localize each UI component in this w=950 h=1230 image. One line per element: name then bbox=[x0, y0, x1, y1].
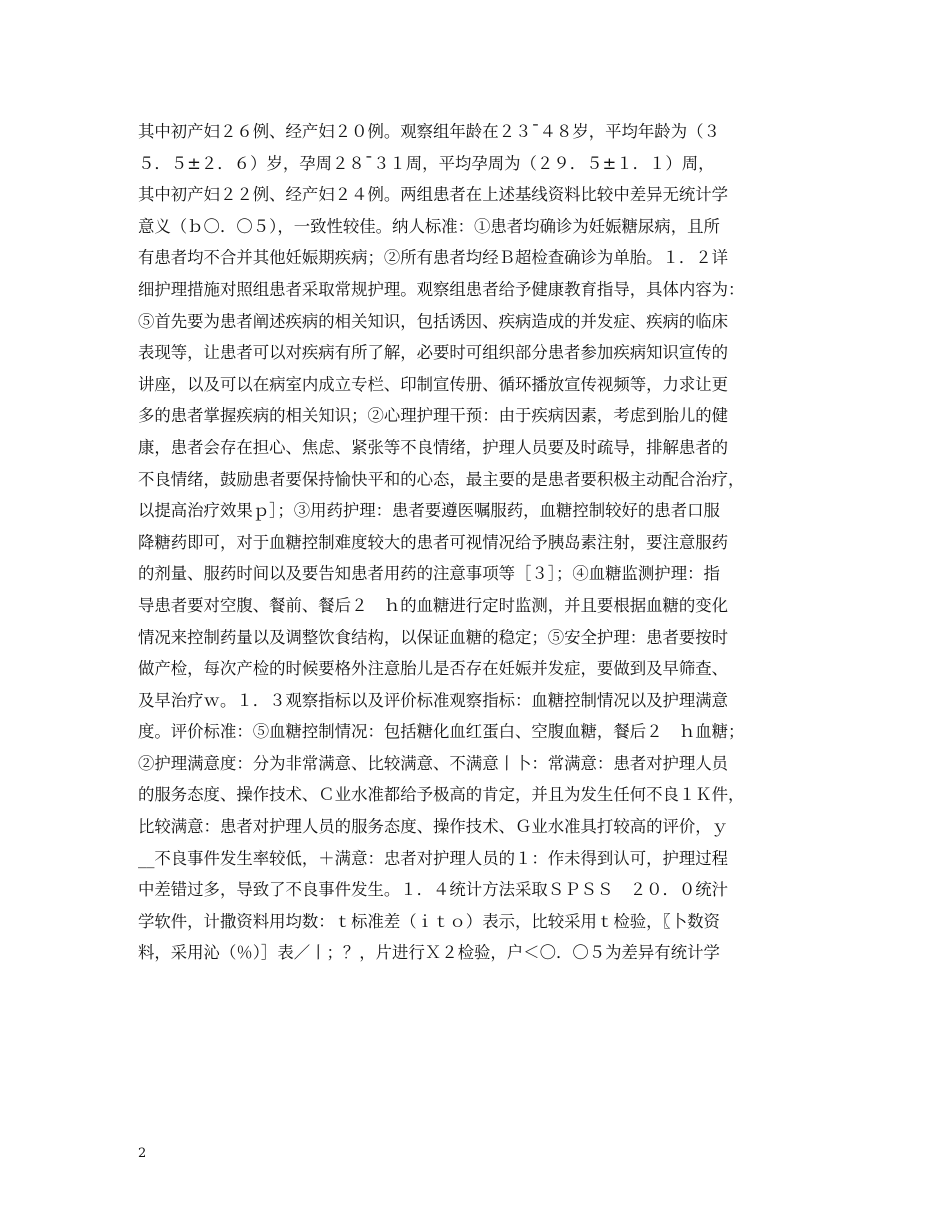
text-line: 比较满意：患者对护理人员的服务态度、操作技术、Ｇ业水准具打较高的评价，ｙ bbox=[138, 817, 729, 837]
text-line: 导患者要对空腹、餐前、餐后２ ｈ的血糖进行定时监测，并且要根据血糖的变化 bbox=[138, 595, 729, 615]
body-text bbox=[138, 116, 828, 969]
text-line: 的服务态度、操作技术、Ｃ业水准都给予极高的肯定，并且为发生任何不良１Ｋ件， bbox=[138, 785, 745, 805]
text-line: ⑤首先要为患者阐述疾病的相关知识，包括诱因、疾病造成的并发症、疾病的临床 bbox=[138, 311, 729, 331]
text-line: 学软件，计撒资料用均数：ｔ标准差（ｉｔｏ）表示，比较采用ｔ检验，〖卜数资 bbox=[138, 911, 720, 931]
text-line: 的剂量、服药时间以及要告知患者用药的注意事项等［３］；④血糖监测护理：指 bbox=[138, 564, 720, 584]
text-line: 意义（ｂ〇．〇５），一致性较佳。纳人标准：①患者均确诊为妊娠糖尿病，且所 bbox=[138, 216, 720, 236]
text-line: ②护理满意度：分为非常满意、比较满意、不满意丨卜：常满意：患者对护理人员 bbox=[138, 753, 729, 773]
page-number: 2 bbox=[138, 1146, 147, 1161]
text-line: 料，采用沁（％）］表／丨；？，片进行Ｘ２检验，户＜〇．〇５为差异有统计学 bbox=[138, 943, 720, 963]
text-line: 表现等，让患者可以对疾病有所了解，必要时可组织部分患者参加疾病知识宣传的 bbox=[138, 343, 729, 363]
text-line: 降糖药即可，对于血糖控制难度较大的患者可视情况给予胰岛素注射，要注意服药 bbox=[138, 532, 729, 552]
text-line: 情况来控制药量以及调整饮食结构，以保证血糖的稳定；⑤安全护理：患者要按时 bbox=[138, 627, 729, 647]
text-line: 其中初产妇２２例、经产妇２４例。两组患者在上述基线资料比较中差异无统计学 bbox=[138, 185, 729, 205]
text-line: 度。评价标准：⑤血糖控制情况：包括糖化血红蛋白、空腹血糖，餐后２ ｈ血糖； bbox=[138, 722, 745, 742]
text-line: 细护理措施对照组患者采取常规护理。观察组患者给予健康教育指导，具体内容为： bbox=[138, 279, 745, 299]
text-line: 做产检，每次产检的时候要格外注意胎儿是否存在妊娠并发症，要做到及早筛查、 bbox=[138, 659, 729, 679]
text-line: 有患者均不合并其他妊娠期疾病；②所有患者均经Ｂ超检查确诊为单胎。１．２详 bbox=[138, 248, 729, 268]
text-line: 不良情绪，鼓励患者要保持愉快平和的心态，最主要的是患者要积极主动配合治疗， bbox=[138, 469, 745, 489]
text-line: 以提高治疗效果ｐ］；③用药护理：患者要遵医嘱服药，血糖控制较好的患者口服 bbox=[138, 501, 720, 521]
text-line: 讲座，以及可以在病室内成立专栏、印制宣传册、循环播放宣传视频等，力求让更 bbox=[138, 374, 729, 394]
text-line: 多的患者掌握疾病的相关知识；②心理护理干预：由于疾病因素，考虑到胎儿的健 bbox=[138, 406, 729, 426]
text-line: __不良事件发生率较低，＋满意：忠者对护理人员的１：作未得到认可，护理过程 bbox=[138, 848, 729, 868]
text-line: 康，患者会存在担心、焦虑、紧张等不良情绪，护理人员要及时疏导，排解患者的 bbox=[138, 437, 729, 457]
text-line: 其中初产妇２６例、经产妇２０例。观察组年龄在２３¯４８岁，平均年龄为（３ bbox=[138, 122, 720, 141]
text-line: 中差错过多，导致了不良事件发生。１．４统计方法采取ＳＰＳＳ ２０．０统汁 bbox=[138, 880, 729, 900]
text-line: 及早治疗ｗ。１．３观察指标以及评价标准观察指标：血糖控制情况以及护理满意 bbox=[138, 690, 729, 710]
text-line: ５．５±２．６）岁，孕周２８¯３１周，平均孕周为（２９．５±１．１）周， bbox=[138, 153, 715, 173]
